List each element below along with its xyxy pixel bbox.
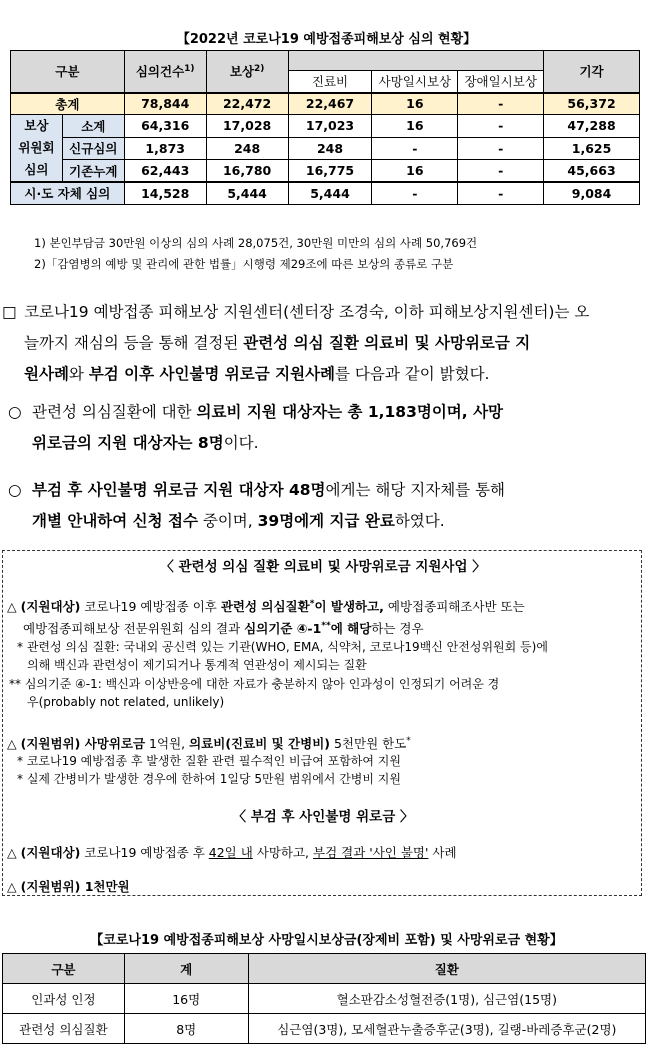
support-target-line: △ (지원대상) 코로나19 예방접종 이후 관련성 의심질환*이 발생하고, 예방접종피해조사반 또는 — [7, 598, 525, 614]
support-program-box — [2, 550, 642, 896]
box-heading-1: 〈 관련성 의심 질환 의료비 및 사망위로금 지원사업 〉 — [160, 559, 486, 575]
note-criteria: ** 심의기준 ④-1: 백신과 이상반응에 대한 자료가 충분하지 않아 인과성이 인정되기 어려운 경 — [9, 677, 500, 691]
footnote-2: 2)「감염병의 예방 및 관리에 관한 법률」시행령 제29조에 따른 보상의 종류로 구분 — [34, 257, 454, 271]
note-criteria-2: 우(probably not related, unlikely) — [27, 695, 225, 709]
header-total: 계 — [124, 954, 248, 984]
table-row-total: 총계 78,844 22,472 22,467 16 - 56,372 — [11, 93, 640, 115]
footnote-1: 1) 본인부담금 30만원 이상의 심의 사례 28,075건, 30만원 미만의 심의 사례 50,769건 — [34, 236, 478, 250]
header-medical: 진료비 — [288, 71, 372, 93]
p1-line1: 코로나19 예방접종 피해보상 지원센터(센터장 조경숙, 이하 피해보상지원센터)는 오 — [24, 303, 590, 321]
table-header-row — [11, 51, 640, 71]
table-header-row — [3, 954, 646, 984]
note-related-disease: * 관련성 의심 질환: 국내외 공신력 있는 기관(WHO, EMA, 식약처, 코로나19백신 안전성위원회 등)에 — [17, 640, 548, 654]
header-group-blank — [288, 51, 544, 71]
table-row: 인과성 인정 16명 혈소판감소성혈전증(1명), 심근염(15명) — [3, 984, 646, 1014]
header-disease: 질환 — [248, 954, 645, 984]
p2-line2: 위로금의 지원 대상자는 8명이다. — [32, 434, 259, 452]
p1-line3: 원사례와 부검 이후 사인불명 위로금 지원사례를 다음과 같이 밝혔다. — [24, 365, 490, 383]
p1-line2: 늘까지 재심의 등을 통해 결정된 관련성 의심 질환 의료비 및 사망위로금 지 — [24, 334, 531, 352]
table-row-new: 신규심의 1,873 248 248 - - 1,625 — [11, 137, 640, 160]
note-related-disease-2: 의해 백신과 관련성이 제기되거나 통계적 연관성이 제시되는 질환 — [27, 658, 367, 672]
bullet-circle: ○ — [8, 403, 22, 421]
note-range-2: * 실제 간병비가 발생한 경우에 한하여 1일당 5만원 범위에서 간병비 지원 — [17, 772, 401, 786]
support-range-line: △ (지원범위) 사망위로금 1억원, 의료비(진료비 및 간병비) 5천만원 한도* — [7, 735, 411, 751]
table2-title: 【코로나19 예방접종피해보상 사망일시보상금(장제비 포함) 및 사망위로금 현황】 — [90, 933, 563, 948]
header-category: 구분 — [3, 954, 125, 984]
header-category: 구분 — [11, 51, 125, 93]
bullet-circle: ○ — [8, 481, 22, 499]
header-cases: 심의건수$^{1)}$ — [124, 51, 206, 93]
table-row-subtotal: 보상 위원회 심의 소계 64,316 17,028 17,023 16 - 47,288 — [11, 115, 640, 138]
p2-line1: 관련성 의심질환에 대한 의료비 지원 대상자는 총 1,183명이며, 사망 — [32, 403, 504, 421]
header-disability: 장애일시보상 — [458, 71, 544, 93]
bullet-square: □ — [2, 303, 17, 321]
autopsy-range-line: △ (지원범위) 1천만원 — [7, 879, 130, 894]
note-range-1: * 코로나19 예방접종 후 발생한 질환 관련 필수적인 비급여 포함하여 지원 — [17, 754, 401, 768]
table1-title: 【2022년 코로나19 예방접종피해보상 심의 현황】 — [176, 32, 477, 47]
box-heading-2: 〈 부검 후 사인불명 위로금 〉 — [232, 809, 414, 825]
header-rejected: 기각 — [544, 51, 640, 93]
group-label: 보상 위원회 심의 — [11, 115, 63, 183]
table-row: 관련성 의심질환 8명 심근염(3명), 모세혈관누출증후군(3명), 길랭-바레증후군(2명) — [3, 1014, 646, 1044]
header-compensation: 보상$^{2)}$ — [206, 51, 288, 93]
table-row-local: 시·도 자체 심의 14,528 5,444 5,444 - - 9,084 — [11, 182, 640, 204]
support-target-line2: 예방접종피해보상 전문위원회 심의 결과 심의기준 ④-1**에 해당하는 경우 — [23, 620, 424, 636]
death-compensation-table — [2, 953, 646, 1044]
table-row-cumulative: 기존누계 62,443 16,780 16,775 16 - 45,663 — [11, 160, 640, 183]
header-death: 사망일시보상 — [372, 71, 458, 93]
p3-line1: 부검 후 사인불명 위로금 지원 대상자 48명에게는 해당 지자체를 통해 — [32, 481, 506, 499]
p3-line2: 개별 안내하여 신청 접수 중이며, 39명에게 지급 완료하였다. — [32, 512, 445, 530]
autopsy-target-line: △ (지원대상) 코로나19 예방접종 후 42일 내 사망하고, 부검 결과 '사인 불명' 사례 — [7, 845, 457, 860]
review-status-table — [10, 50, 640, 205]
